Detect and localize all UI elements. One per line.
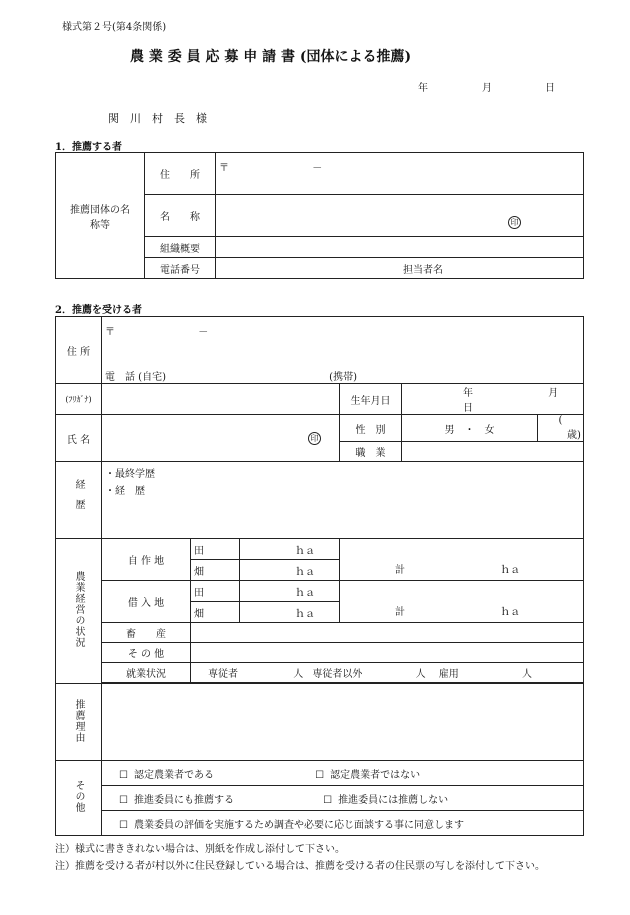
phone-mobile-label: (携帯) — [329, 372, 357, 383]
checkbox-icon: ☐ — [315, 769, 325, 781]
non-full-time-person: 人 — [415, 669, 426, 680]
livestock-field[interactable] — [191, 623, 584, 643]
date-day-label: 日 — [545, 83, 555, 94]
promo-no-option[interactable] — [323, 795, 448, 806]
non-full-time-label: 専従者以外 — [312, 669, 363, 680]
checkbox-icon: ☐ — [119, 794, 128, 806]
farm-label-cell — [56, 539, 102, 684]
org-name-field[interactable] — [216, 195, 584, 237]
full-time-person: 人 — [293, 669, 304, 680]
leased-field-ha[interactable]: ｈａ — [240, 602, 340, 623]
other-field[interactable] — [191, 643, 584, 663]
owned-paddy-ha[interactable]: ｈａ — [240, 539, 340, 560]
name-field[interactable] — [102, 415, 340, 462]
certified-label: 認定農業者である — [133, 769, 214, 781]
section1-heading: 1．推薦する者 — [55, 142, 122, 153]
not-certified-option[interactable] — [315, 770, 420, 781]
leased-paddy-ha[interactable]: ｈａ — [240, 581, 340, 602]
career-field[interactable] — [102, 462, 584, 539]
page-title: 農 業 委 員 応 募 申 請 書 (団体による推薦) — [130, 49, 412, 65]
leased-paddy-label: 田 — [191, 581, 240, 602]
promo-yes-option[interactable] — [119, 795, 237, 806]
name-label: 名 称 — [145, 195, 216, 237]
seal-icon: 印 — [508, 216, 521, 229]
owned-label: 自 作 地 — [102, 539, 191, 581]
work-field[interactable] — [191, 663, 584, 683]
reason-label: 推薦理由 — [73, 698, 84, 743]
contact-label: 担当者名 — [403, 264, 443, 276]
note-1: 注）様式に書ききれない場合は、別紙を作成し添付して下さい。 — [55, 844, 345, 855]
owned-paddy-label: 田 — [191, 539, 240, 560]
address-label: 住 所 — [56, 317, 102, 384]
consent-option[interactable] — [119, 820, 464, 831]
consent-label: 農業委員の評価を実施するため調査や必要に応じ面談する事に同意します — [133, 819, 464, 831]
addressee: 関 川 村 長 様 — [108, 112, 207, 125]
livestock-label: 畜 産 — [102, 623, 191, 643]
career-label: 経歴 — [73, 478, 84, 519]
owned-total-ha: ｈａ — [500, 565, 521, 576]
certified-option[interactable] — [119, 770, 217, 781]
sex-label: 性 別 — [340, 415, 402, 442]
consent-row — [102, 811, 584, 836]
owned-total-label: 計 — [395, 565, 405, 576]
group-label: 推薦団体の名称等 — [70, 204, 130, 231]
employed-person: 人 — [521, 669, 532, 680]
address-label: 住 所 — [145, 153, 216, 195]
leased-total-ha: ｈａ — [500, 607, 521, 618]
career-item-education: ・最終学歴 — [105, 469, 155, 480]
reason-label-cell — [56, 684, 102, 761]
job-label: 職 業 — [340, 442, 402, 462]
phone-field[interactable] — [216, 258, 584, 279]
birth-label: 生年月日 — [340, 384, 402, 415]
birth-day: 日 — [463, 403, 473, 414]
furigana-label: (ﾌﾘｶﾞﾅ) — [56, 384, 102, 415]
birth-year: 年 — [463, 388, 473, 399]
birth-field[interactable] — [402, 384, 584, 415]
leased-label: 借 入 地 — [102, 581, 191, 623]
section2-heading: 2．推薦を受ける者 — [55, 305, 142, 316]
postal-dash: － — [312, 163, 323, 174]
furigana-field[interactable] — [102, 384, 340, 415]
form-number: 様式第２号(第4条関係) — [62, 22, 167, 33]
sex-options[interactable]: 男 ・ 女 — [402, 415, 538, 442]
promo-yes-label: 推進委員にも推薦する — [133, 794, 234, 806]
date-year-label: 年 — [418, 83, 428, 94]
promo-row — [102, 786, 584, 811]
not-certified-label: 認定農業者ではない — [330, 769, 421, 781]
work-label: 就業状況 — [102, 663, 191, 683]
misc-label-cell — [56, 761, 102, 836]
org-label: 組織概要 — [145, 237, 216, 258]
postal-mark: 〒 — [219, 163, 229, 174]
group-label-cell — [56, 153, 145, 279]
employed-label: 雇用 — [438, 669, 459, 680]
recommender-table — [55, 152, 584, 279]
reason-field[interactable] — [102, 684, 584, 761]
other-label: そ の 他 — [102, 643, 191, 663]
owned-field-ha[interactable]: ｈａ — [240, 560, 340, 581]
candidate-table — [55, 316, 584, 836]
owned-total-field[interactable] — [340, 539, 584, 581]
career-label-cell — [56, 462, 102, 539]
owned-field-label: 畑 — [191, 560, 240, 581]
promo-no-label: 推進委員には推薦しない — [338, 794, 449, 806]
leased-total-label: 計 — [395, 607, 405, 618]
certified-row — [102, 761, 584, 786]
leased-total-field[interactable] — [340, 581, 584, 623]
career-item-history: ・経 歴 — [105, 486, 145, 497]
age-open: ( — [558, 415, 563, 426]
age-field[interactable] — [538, 415, 584, 442]
address-field[interactable] — [102, 317, 584, 384]
checkbox-icon: ☐ — [119, 769, 128, 781]
age-close: 歳) — [567, 430, 581, 441]
full-time-label: 専従者 — [208, 669, 238, 680]
phone-label: 電話番号 — [145, 258, 216, 279]
org-field[interactable] — [216, 237, 584, 258]
postal-mark: 〒 — [105, 327, 115, 338]
misc-label: その他 — [73, 780, 84, 813]
phone-home-label: 電 話 (自宅) — [105, 372, 166, 383]
birth-month: 月 — [548, 388, 559, 399]
farm-label: 農業経営の状況 — [73, 571, 84, 648]
postal-dash: － — [198, 327, 209, 338]
seal-icon: 印 — [308, 432, 321, 445]
checkbox-icon: ☐ — [119, 819, 128, 831]
name-label: 氏 名 — [56, 415, 102, 462]
address-field[interactable] — [216, 153, 584, 195]
checkbox-icon: ☐ — [323, 794, 333, 806]
note-2: 注）推薦を受ける者が村以外に住民登録している場合は、推薦を受ける者の住民票の写しを添付して下さい。 — [55, 861, 545, 872]
leased-field-label: 畑 — [191, 602, 240, 623]
date-month-label: 月 — [482, 83, 492, 94]
job-field[interactable] — [402, 442, 584, 462]
